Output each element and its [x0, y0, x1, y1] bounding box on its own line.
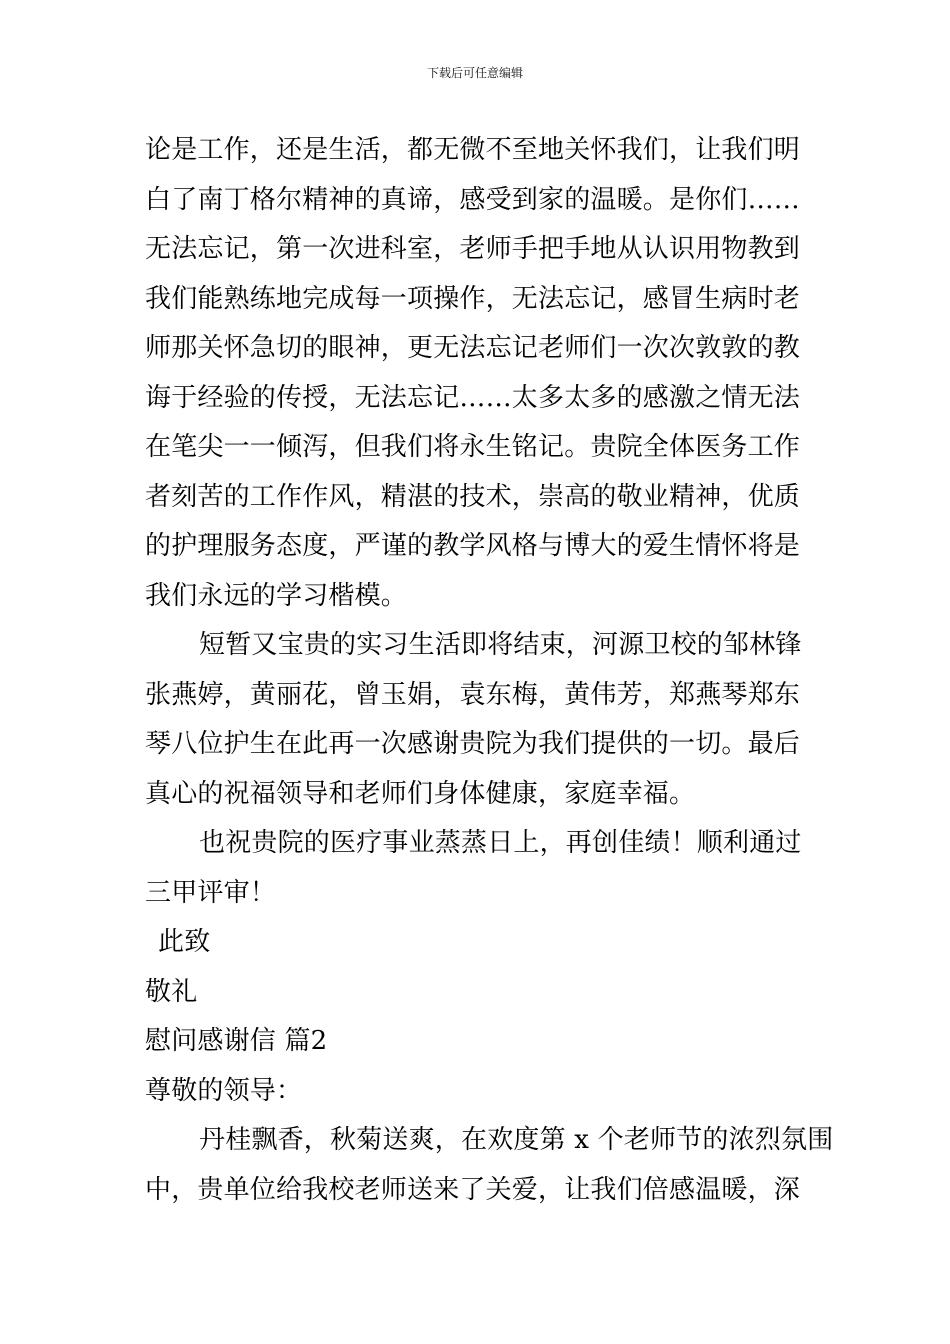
text-line: 我们能熟练地完成每一项操作，无法忘记，感冒生病时老 [145, 283, 801, 314]
text-line: 的护理服务态度，严谨的教学风格与博大的爱生情怀将是 [145, 531, 801, 561]
paragraph-internship-end [145, 621, 810, 819]
closing-regards: 此致 [158, 927, 211, 957]
text-line: 论是工作，还是生活，都无微不至地关怀我们，让我们明 [145, 135, 801, 165]
text-line: 也祝贵院的医疗事业蒸蒸日上，再创佳绩！顺利通过 [199, 828, 802, 858]
paragraph-thanks-continued [145, 126, 810, 621]
section-title: 慰问感谢信 篇2 [145, 1026, 328, 1056]
text-line: 我们永远的学习楷模。 [145, 580, 408, 611]
text-line: 三甲评审！ [145, 877, 277, 908]
text-line: 诲于经验的传授，无法忘记……太多太多的感激之情无法 [145, 382, 801, 413]
closing-salute: 敬礼 [145, 976, 198, 1007]
text-line: 无法忘记，第一次进科室，老师手把手地从认识用物教到 [145, 234, 801, 264]
page-header-note: 下载后可任意编辑 [426, 66, 523, 80]
paragraph-wishes [145, 819, 810, 918]
text-line: 丹桂飘香，秋菊送爽，在欢度第 x 个老师节的浓烈氛围 [199, 1125, 834, 1155]
paragraph-teachers-day [145, 1116, 834, 1215]
text-line: 短暂又宝贵的实习生活即将结束，河源卫校的邹林锋 [199, 630, 802, 660]
text-line: 在笔尖一一倾泻，但我们将永生铭记。贵院全体医务工作 [145, 432, 801, 462]
text-line: 真心的祝福领导和老师们身体健康，家庭幸福。 [145, 778, 696, 809]
salutation: 尊敬的领导： [145, 1075, 303, 1106]
text-line: 者刻苦的工作作风，精湛的技术，崇高的敬业精神，优质 [145, 481, 801, 512]
text-line: 张燕婷，黄丽花，曾玉娟，袁东梅，黄伟芳，郑燕琴郑东 [145, 679, 801, 710]
text-line: 琴八位护生在此再一次感谢贵院为我们提供的一切。最后 [145, 729, 801, 759]
letter-body [145, 126, 834, 1215]
text-line: 中，贵单位给我校老师送来了关爱，让我们倍感温暖，深 [145, 1174, 801, 1205]
text-line: 师那关怀急切的眼神，更无法忘记老师们一次次敦敦的教 [145, 333, 801, 363]
text-line: 白了南丁格尔精神的真谛，感受到家的温暖。是你们…… [145, 184, 801, 215]
